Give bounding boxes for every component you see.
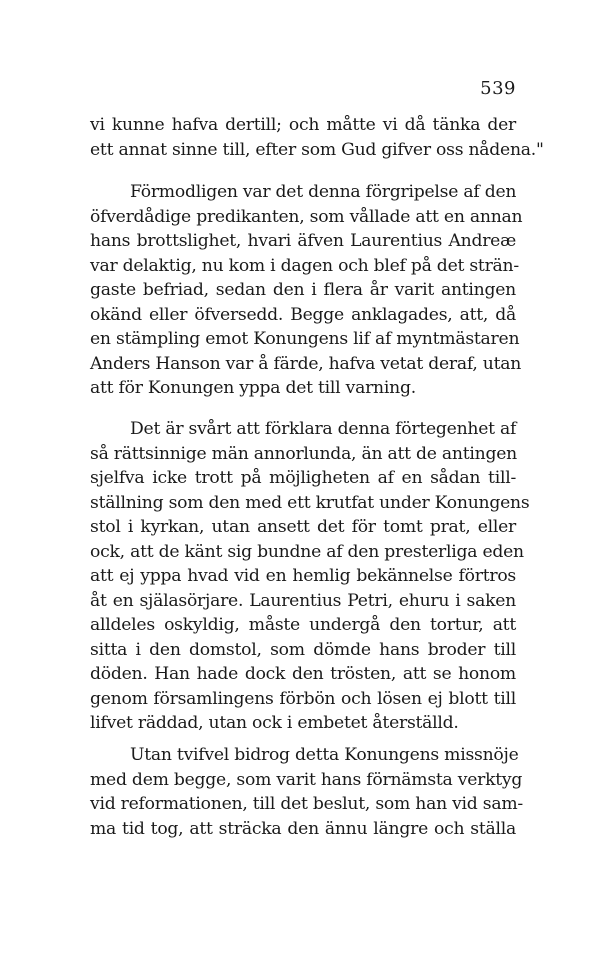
text-line: Utan tvifvel bidrog detta Konungens missnöje (130, 745, 519, 765)
paragraph-4 (90, 743, 523, 841)
text-line: vi kunne hafva dertill; och måtte vi då tänka der (90, 115, 516, 135)
text-line: stol i kyrkan, utan ansett det för tomt prat, eller (90, 517, 516, 537)
text-line: ställning som den med ett krutfat under Konungens (90, 492, 530, 513)
page-number: 539 (480, 78, 516, 99)
text-line: sjelfva icke trott på möjligheten af en sådan till- (90, 468, 516, 488)
text-line: en stämpling emot Konungens lif af myntmästaren (90, 329, 520, 349)
text-line: genom församlingens förbön och lösen ej blott till (90, 688, 516, 709)
text-line: med dem begge, som varit hans förnämsta verktyg (90, 769, 523, 790)
text-line: så rättsinnige män annorlunda, än att de antingen (90, 443, 517, 464)
text-line: ett annat sinne till, efter som Gud gifver oss nådena." (90, 139, 544, 160)
text-line: Det är svårt att förklara denna förtegenhet af (130, 419, 517, 439)
paragraph-1 (90, 113, 544, 162)
text-line: Förmodligen var det denna förgripelse af den (130, 182, 517, 202)
text-line: Anders Hanson var å färde, hafva vetat deraf, utan (90, 353, 522, 374)
text-line: döden. Han hade dock den trösten, att se honom (90, 664, 516, 684)
text-line: att ej yppa hvad vid en hemlig bekännelse förtros (90, 566, 516, 586)
text-line: att för Konungen yppa det till varning. (90, 378, 416, 398)
paragraph-3 (90, 417, 530, 736)
text-line: vid reformationen, till det beslut, som han vid sam- (90, 794, 523, 814)
text-line: alldeles oskyldig, måste undergå den tortur, att (90, 615, 516, 635)
text-line: sitta i den domstol, som dömde hans broder till (90, 639, 516, 660)
paragraph-2 (90, 180, 523, 401)
text-line: ock, att de känt sig bundne af den presterliga eden (90, 541, 524, 562)
text-line: öfverdådige predikanten, som vållade att en annan (90, 206, 523, 227)
text-line: gaste befriad, sedan den i flera år varit antingen (90, 280, 516, 300)
text-line: åt en själasörjare. Laurentius Petri, ehuru i saken (90, 590, 516, 611)
text-line: var delaktig, nu kom i dagen och blef på det strän- (90, 255, 519, 276)
text-line: ma tid tog, att sträcka den ännu längre och ställa (90, 818, 516, 839)
text-line: hans brottslighet, hvari äfven Laurentius Andreæ (90, 231, 516, 251)
text-line: lifvet räddad, utan ock i embetet återställd. (90, 713, 459, 733)
text-line: okänd eller öfversedd. Begge anklagades, att, då (90, 304, 516, 325)
